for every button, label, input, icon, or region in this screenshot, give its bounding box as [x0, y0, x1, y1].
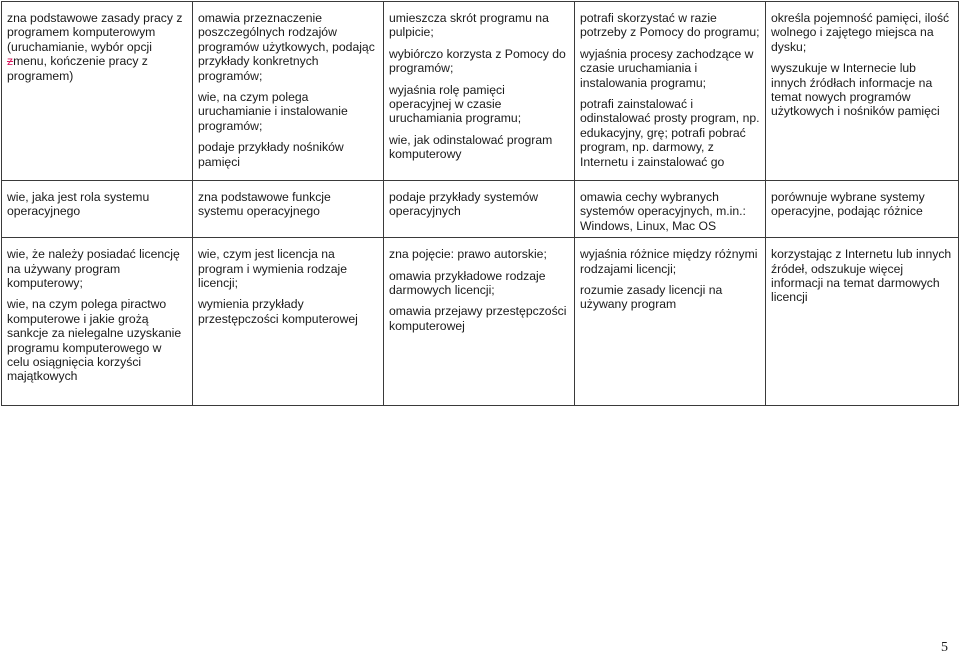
cell-paragraph: podaje przykłady systemów operacyjnych	[389, 190, 539, 219]
cell-paragraph: porównuje wybrane systemy operacyjne, podając różnice	[771, 190, 925, 219]
cell-paragraph: wie, na czym polega piractwo komputerowe i jakie grożą sankcje za nielegalne uzyskanie programu komputerowego w celu osiągnięcia korzyści majątkowych	[7, 297, 182, 384]
cell-paragraph: wie, jaka jest rola systemu operacyjnego	[7, 190, 150, 219]
cell-paragraph: omawia przeznaczenie poszczególnych rodzajów programów użytkowych, podając przykłady konkretnych programów;	[198, 11, 375, 83]
cell-paragraph: zna pojęcie: prawo autorskie;	[389, 247, 547, 262]
cell-paragraph: zna podstawowe funkcje systemu operacyjnego	[198, 190, 331, 219]
cell-paragraph: wymienia przykłady przestępczości komputerowej	[198, 297, 358, 326]
requirements-table	[1, 1, 959, 406]
table-cell	[766, 238, 959, 406]
cell-paragraph: wyjaśnia rolę pamięci operacyjnej w czasie uruchamiania programu;	[389, 82, 522, 126]
table-cell	[766, 181, 959, 238]
cell-paragraph: korzystając z Internetu lub innych źródeł, odszukuje więcej informacji na temat darmowych licencji	[771, 247, 952, 305]
table-cell	[766, 2, 959, 181]
cell-paragraph: wie, jak odinstalować program komputerowy	[389, 132, 553, 162]
cell-paragraph: omawia przykładowe rodzaje darmowych licencji;	[389, 268, 546, 298]
table-cell	[2, 181, 193, 238]
table-row	[2, 238, 959, 406]
table-cell	[193, 238, 384, 406]
page-number: 5	[941, 640, 948, 655]
cell-text: menu, kończenie pracy z programem)	[7, 54, 148, 83]
cell-paragraph: umieszcza skrót programu na pulpicie;	[389, 11, 549, 40]
table-cell	[575, 238, 766, 406]
cell-text: zna podstawowe zasady pracy z programem komputerowym (uruchamianie, wybór opcji	[7, 11, 183, 54]
cell-paragraph: omawia cechy wybranych systemów operacyjnych, m.in.: Windows, Linux, Mac OS	[580, 190, 746, 233]
cell-paragraph: wyjaśnia różnice między różnymi rodzajami licencji;	[580, 247, 758, 276]
table-cell	[193, 181, 384, 238]
table-cell	[384, 2, 575, 181]
cell-paragraph: wybiórczo korzysta z Pomocy do programów;	[389, 46, 566, 76]
table-cell	[575, 2, 766, 181]
table-row	[2, 181, 959, 238]
cell-paragraph: potrafi zainstalować i odinstalować prosty program, np. edukacyjny, grę; potrafi pobrać program, np. darmowy, z Internetu i zainstalować go	[580, 97, 760, 169]
table-cell	[384, 238, 575, 406]
cell-paragraph: rozumie zasady licencji na używany program	[580, 283, 723, 312]
table-cell	[2, 2, 193, 181]
cell-paragraph: wie, na czym polega uruchamianie i instalowanie programów;	[198, 90, 348, 133]
table-cell	[2, 238, 193, 406]
table-cell	[193, 2, 384, 181]
cell-paragraph: omawia przejawy przestępczości komputerowej	[389, 304, 567, 333]
cell-paragraph: wie, czym jest licencja na program i wymienia rodzaje licencji;	[198, 247, 348, 291]
cell-paragraph: określa pojemność pamięci, ilość wolnego i zajętego miejsca na dysku;	[771, 11, 950, 54]
cell-paragraph: wyszukuje w Internecie lub innych źródłach informacje na temat nowych programów użytkowych i nośników pamięci	[771, 61, 940, 119]
table-row	[2, 2, 959, 181]
table-cell	[384, 181, 575, 238]
table-cell	[575, 181, 766, 238]
cell-paragraph: wyjaśnia procesy zachodzące w czasie uruchamiania i instalowania programu;	[580, 46, 754, 90]
cell-paragraph: podaje przykłady nośników pamięci	[198, 140, 344, 169]
cell-paragraph: wie, że należy posiadać licencję na używany program komputerowy;	[7, 247, 180, 291]
strikethrough-text: z	[7, 54, 14, 69]
cell-paragraph: potrafi skorzystać w razie potrzeby z Pomocy do programu;	[580, 11, 760, 40]
